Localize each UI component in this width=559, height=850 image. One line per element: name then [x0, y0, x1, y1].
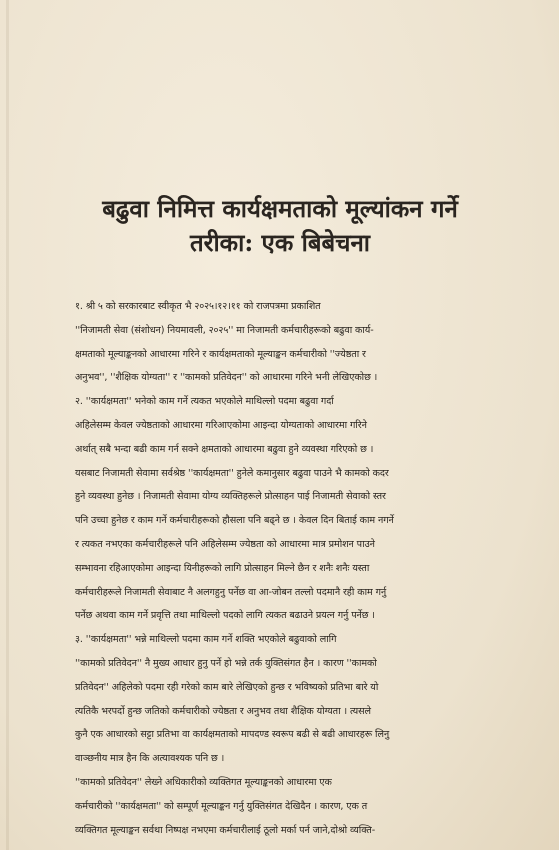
text-line: ''कामको प्रतिवेदन'' नै मुख्य आधार हुनु पर्ने हो भन्ने तर्क युक्तिसंगत हैन । कारण ''कामको [75, 657, 377, 669]
page-fold-shadow [6, 0, 9, 850]
paragraph-2 [75, 390, 515, 628]
document-title-line-2: तरीका: एक बिबेचना [189, 228, 371, 257]
text-line: पर्नेछ अथवा काम गर्ने प्रवृत्ति तथा माथिल्लो पदको लागि त्यकत बढाउने प्रयत्न गर्नु पर्नेछ । [75, 610, 375, 622]
text-line: यसबाट निजामती सेवामा सर्वश्रेष्ठ ''कार्यक्षमता'' हुनेले कमानुसार बढुवा पाउने भै कामको कदर [75, 467, 389, 479]
document-body [75, 295, 515, 842]
text-line: हुने व्यवस्था हुनेछ । निजामती सेवामा योग्य व्यक्तिहरूले प्रोत्साहन पाई निजामती सेवाको स्तर [75, 491, 386, 503]
text-line: अर्थात् सबै भन्दा बढी काम गर्न सक्ने क्षमताको आधारमा बढुवा हुने व्यवस्था गरिएको छ । [75, 443, 374, 455]
text-line: र त्यकत नभएका कर्मचारीहरूले पनि अहिलेसम्म ज्येष्ठता को आधारमा मात्र प्रमोशन पाउने [75, 538, 375, 550]
paragraph-4 [75, 771, 515, 842]
text-line: कर्मचारीको ''कार्यक्षमता'' को सम्पूर्ण मूल्याङ्कन गर्नु युक्तिसंगत देखिदैन । कारण, एक त [75, 800, 368, 812]
text-line: व्यक्तिगत मूल्याङ्कन सर्वथा निष्पक्ष नभएमा कर्मचारीलाई ठूलो मर्का पर्न जाने,दोश्रो व्यक्ति- [75, 824, 376, 836]
text-line: पनि उच्चा हुनेछ र काम गर्ने कर्मचारीहरूको हौसला पनि बढ्ने छ । केवल दिन बिताई काम नगर्ने [75, 515, 394, 527]
text-line: अहिलेसम्म केवल ज्येष्ठताको आधारमा गरिआएकोमा आइन्दा योग्यताको आधारमा गरिने [75, 419, 367, 431]
text-line: कुनै एक आधारको सट्टा प्रतिभा वा कार्यक्षमताको मापदण्ड स्वरूप बढी से बढी आधारहरू लिनु [75, 729, 390, 741]
document-title-line-1: बढुवा निमित्त कार्यक्षमताको मूल्यांकन गर्ने [102, 194, 458, 223]
text-line: ''निजामती सेवा (संशोधन) नियमावली, २०२५'' मा निजामती कर्मचारीहरूको बढुवा कार्य- [75, 324, 374, 336]
text-line: वाञ्छनीय मात्र हैन कि अत्यावश्यक पनि छ । [75, 753, 225, 765]
text-line: त्यतिकै भरपर्दो हुन्छ जतिको कर्मचारीको ज्येष्ठता र अनुभव तथा शैक्षिक योग्यता । त्यसले [75, 705, 371, 717]
text-line: १. श्री ५ को सरकारबाट स्वीकृत भै २०२५।१२।११ को राजपत्रमा प्रकाशित [75, 301, 321, 312]
text-line: अनुभव'', ''शैक्षिक योग्यता'' र ''कामको प्रतिवेदन'' को आधारमा गरिने भनी लेखिएकोछ । [75, 372, 378, 384]
paragraph-3 [75, 628, 515, 771]
text-line: प्रतिवेदन'' अहिलेको पदमा रही गरेको काम बारे लेखिएको हुन्छ र भविष्यको प्रतिभा बारे यो [75, 681, 379, 693]
text-line: सम्भावना रहिआएकोमा आइन्दा यिनीहरूको लागि प्रोत्साहन मिल्ने छैन र शनैः शनैः यस्ता [75, 562, 370, 574]
text-line: २. ''कार्यक्षमता'' भनेको काम गर्ने त्यकत भएकोले माथिल्लो पदमा बढुवा गर्दा [75, 396, 334, 408]
text-line: कर्मचारीहरूले निजामती सेवाबाट नै अलगहुनु पर्नेछ वा आ-जोबन तल्लो पदमानै रही काम गर्नु [75, 586, 387, 598]
text-line: क्षमताको मूल्याङ्कनको आधारमा गरिने र कार्यक्षमताको मूल्याङ्कन कर्मचारीको ''ज्येष्ठता र [75, 348, 366, 360]
text-line: ३. ''कार्यक्षमता'' भन्ने माथिल्लो पदमा काम गर्ने शक्ति भएकोले बढुवाको लागि [75, 634, 337, 646]
text-line: ''कामको प्रतिवेदन'' लेख्ने अधिकारीको व्यक्तिगत मूल्याङ्कनको आधारमा एक [75, 776, 332, 788]
paragraph-1 [75, 295, 515, 390]
